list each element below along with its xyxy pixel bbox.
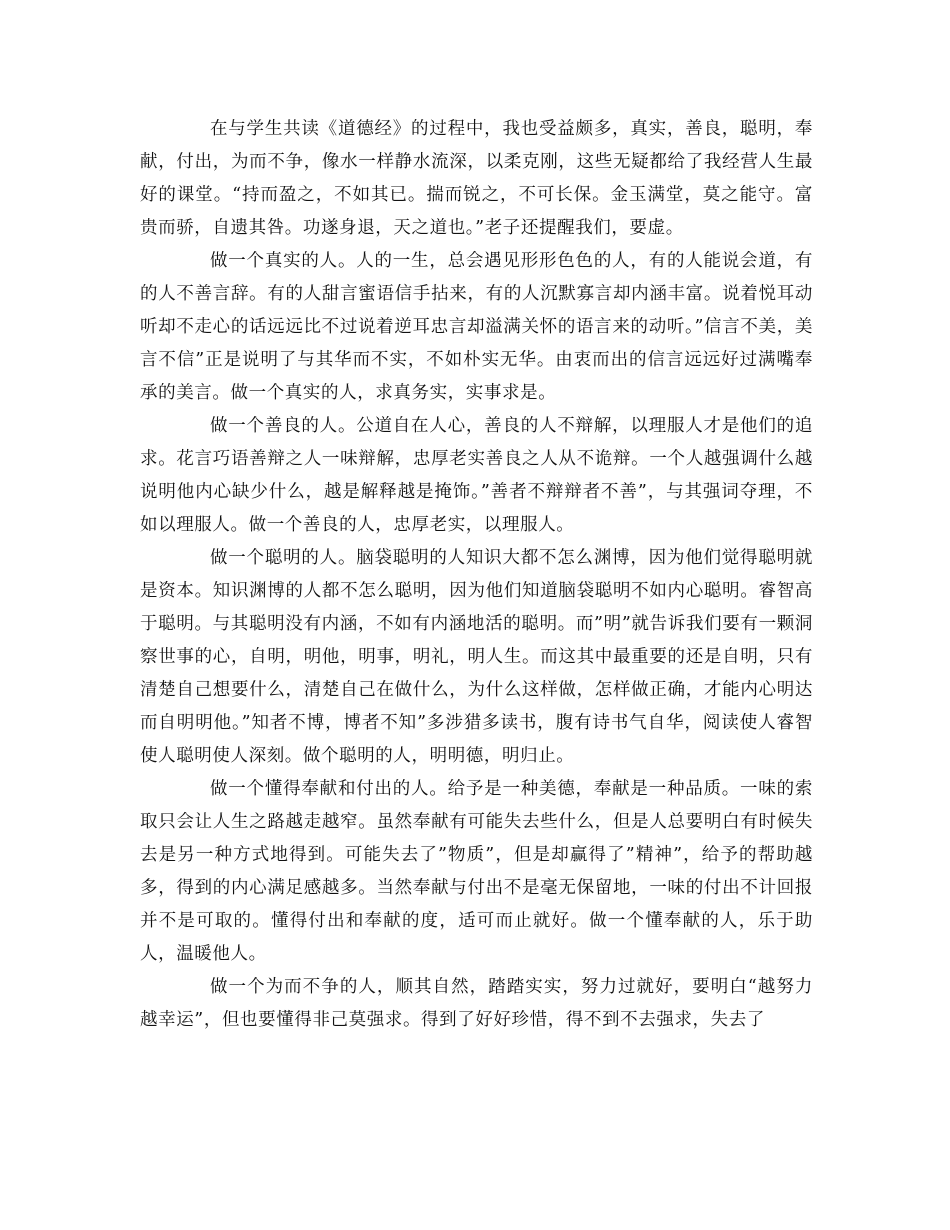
paragraph-intro: 在与学生共读《道德经》的过程中，我也受益颇多，真实，善良，聪明，奉献，付出，为而不争，像水一样静水流深，以柔克刚，这些无疑都给了我经营人生最好的课堂。“持而盈之，不如其已。揣而锐之，不可长保。金玉满堂，莫之能守。富贵而骄，自遗其咎。功遂身退，天之道也。”老子还提醒我们，要虚。	[140, 119, 813, 238]
document-body	[140, 113, 813, 1037]
paragraph-wise: 做一个聪明的人。脑袋聪明的人知识大都不怎么渊博，因为他们觉得聪明就是资本。知识渊博的人都不怎么聪明，因为他们知道脑袋聪明不如内心聪明。睿智高于聪明。与其聪明没有内涵，不如有内涵地活的聪明。而”明”就告诉我们要有一颗洞察世事的心，自明，明他，明事，明礼，明人生。而这其中最重要的还是自明，只有清楚自己想要什么，清楚自己在做什么，为什么这样做，怎样做正确，才能内心明达而自明明他。”知者不博，博者不知”多涉猎多读书，腹有诗书气自华，阅读使人睿智使人聪明使人深刻。做个聪明的人，明明德，明归止。	[140, 548, 813, 766]
paragraph-devotion: 做一个懂得奉献和付出的人。给予是一种美德，奉献是一种品质。一味的索取只会让人生之路越走越窄。虽然奉献有可能失去些什么，但是人总要明白有时候失去是另一种方式地得到。可能失去了”物质”，但是却赢得了”精神”，给予的帮助越多，得到的内心满足感越多。当然奉献与付出不是毫无保留地，一味的付出不计回报并不是可取的。懂得付出和奉献的度，适可而止就好。做一个懂奉献的人，乐于助人，温暖他人。	[140, 779, 813, 964]
paragraph-kind: 做一个善良的人。公道自在人心，善良的人不辩解，以理服人才是他们的追求。花言巧语善辩之人一味辩解，忠厚老实善良之人从不诡辩。一个人越强调什么越说明他内心缺少什么，越是解释越是掩饰。”善者不辩辩者不善”，与其强词夺理，不如以理服人。做一个善良的人，忠厚老实，以理服人。	[140, 416, 813, 535]
paragraph-non-contention: 做一个为而不争的人，顺其自然，踏踏实实，努力过就好，要明白“越努力越幸运”，但也要懂得非己莫强求。得到了好好珍惜，得不到不去强求，失去了	[140, 977, 813, 1030]
paragraph-truthful: 做一个真实的人。人的一生，总会遇见形形色色的人，有的人能说会道，有的人不善言辞。有的人甜言蜜语信手拈来，有的人沉默寡言却内涵丰富。说着悦耳动听却不走心的话远远比不过说着逆耳忠言却溢满关怀的语言来的动听。”信言不美，美言不信”正是说明了与其华而不实，不如朴实无华。由衷而出的信言远远好过满嘴奉承的美言。做一个真实的人，求真务实，实事求是。	[140, 251, 813, 403]
